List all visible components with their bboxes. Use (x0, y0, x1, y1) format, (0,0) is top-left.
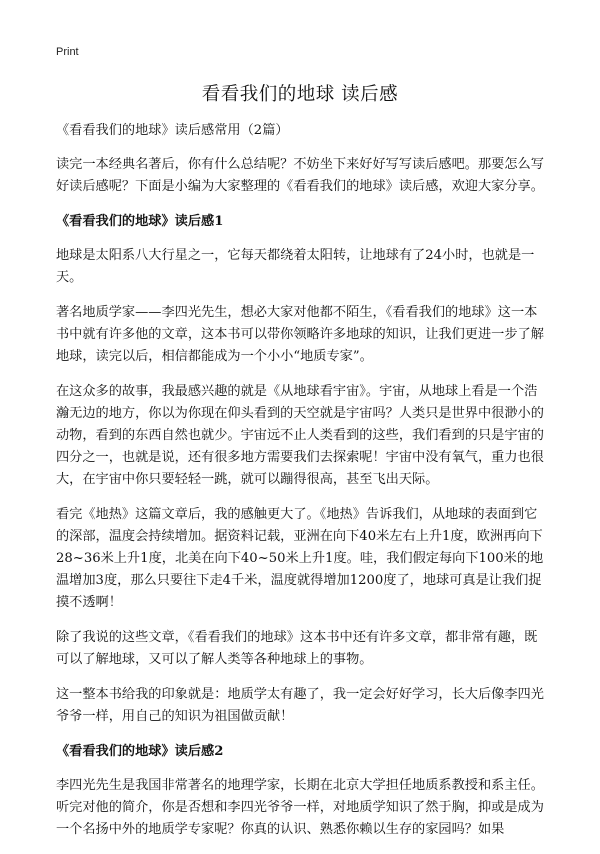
paragraph: 著名地质学家——李四光先生，想必大家对他都不陌生，《看看我们的地球》这一本书中就有许多他的文章，这本书可以带你领略许多地球的知识，让我们更进一步了解地球，读完以后，相信都能成为一个小小“地质专家”。 (56, 305, 544, 364)
document-body (56, 120, 550, 854)
paragraph: 这一整本书给我的印象就是：地质学太有趣了，我一定会好好学习，长大后像李四光爷爷一样，用自己的知识为祖国做贡献！ (56, 687, 544, 724)
paragraph: 除了我说的这些文章，《看看我们的地球》这本书中还有许多文章，都非常有趣，既可以了解地球，又可以了解人类等各种地球上的事物。 (56, 630, 538, 667)
paragraph: 地球是太阳系八大行星之一，它每天都绕着太阳转，让地球有了24小时，也就是一天。 (56, 248, 535, 285)
document-title: 看看我们的地球 读后感 (201, 84, 399, 105)
paragraph: 看完《地热》这篇文章后，我的感触更大了。《地热》告诉我们，从地球的表面到它的深部，温度会持续增加。据资料记载，亚洲在向下40米左右上升1度，欧洲再向下28~36米上升1度，北美在向下40~50米上升1度。哇，我们假定每向下100米的地温增加3度，那么只要往下走4千米，温度就得增加1200度了，地球可真是让我们捉摸不透啊！ (56, 507, 544, 610)
section-heading-1: 《看看我们的地球》读后感1 (56, 214, 224, 229)
section-heading-2: 《看看我们的地球》读后感2 (56, 744, 224, 759)
intro-paragraph: 读完一本经典名著后，你有什么总结呢？不妨坐下来好好写写读后感吧。那要怎么写好读后感呢？下面是小编为大家整理的《看看我们的地球》读后感，欢迎大家分享。 (56, 157, 544, 194)
print-link[interactable]: Print (56, 46, 79, 58)
paragraph: 李四光先生是我国非常著名的地理学家，长期在北京大学担任地质系教授和系主任。听完对他的简介，你是否想和李四光爷爷一样，对地质学知识了然于胸，抑或是成为一个名扬中外的地质学专家呢？你真的认识、熟悉你赖以生存的家园吗？如果 (56, 778, 544, 837)
document-subtitle: 《看看我们的地球》读后感常用（2篇） (56, 123, 289, 138)
paragraph: 在这众多的故事，我最感兴趣的就是《从地球看宇宙》。宇宙，从地球上看是一个浩瀚无边的地方，你以为你现在仰头看到的天空就是宇宙吗？人类只是世界中很渺小的动物，看到的东西自然也就少。宇宙远不止人类看到的这些，我们看到的只是宇宙的四分之一，也就是说，还有很多地方需要我们去探索呢！宇宙中没有氧气，重力也很大，在宇宙中你只要轻轻一跳，就可以蹦得很高，甚至飞出天际。 (56, 384, 544, 487)
